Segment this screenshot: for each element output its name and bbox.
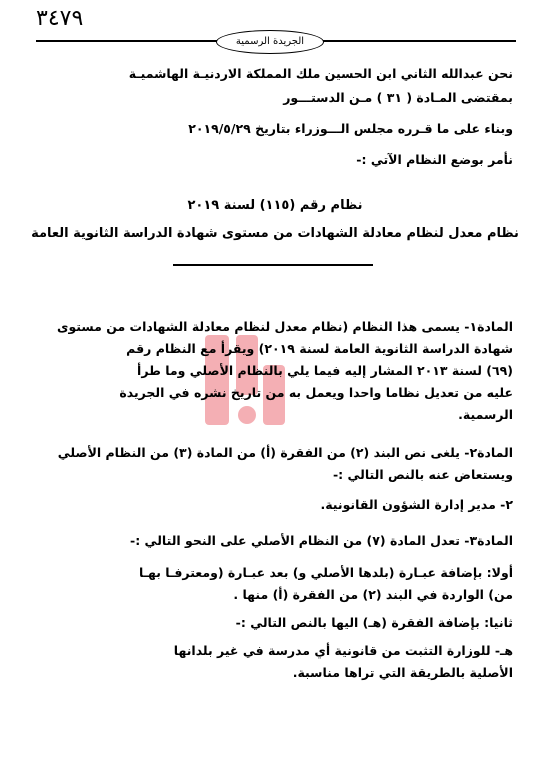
article-1-line: شهادة الدراسة الثانوية العامة لسنة ٢٠١٩) ويقرأ مع النظام رقم [126, 341, 513, 356]
preamble-line-4: نأمر بوضع النظام الآتي :- [356, 152, 513, 167]
article-2-line: ويستعاض عنه بالنص التالي :- [332, 467, 513, 482]
article-2-line: ٢- مدير إدارة الشؤون القانونية. [320, 497, 513, 512]
regulation-number: نظام رقم (١١٥) لسنة ٢٠١٩ [187, 198, 363, 213]
preamble-line-3: وبناء على ما قـرره مجلس الـــوزراء بتاريخ ٢٠١٩/٥/٢٩ [188, 121, 513, 136]
article-3 [33, 530, 513, 684]
article-3-line: هـ- للوزارة التثبت من قانونية أي مدرسة في غير بلدانها [173, 643, 513, 658]
article-1-line: (٦٩) لسنة ٢٠١٣ المشار إليه فيما يلي بالنظام الأصلي وما طرأ [137, 363, 513, 378]
article-3-line: ثانيا: بإضافة الفقرة (هـ) اليها بالنص التالي :- [235, 615, 513, 630]
gazette-seal: الجريدة الرسمية [216, 30, 324, 54]
preamble-line-2: بمقتضى المـادة ( ٣١ ) مـن الدستـــور [283, 90, 513, 105]
article-2-line: المادة٢- يلغى نص البند (٢) من الفقرة (أ) من المادة (٣) من النظام الأصلي [57, 445, 513, 460]
article-1 [33, 316, 513, 426]
article-1-line: عليه من تعديل نظاما واحدا ويعمل به من تاريخ نشره في الجريدة [119, 385, 513, 400]
article-3-line: أولا: بإضافة عبـارة (بلدها الأصلي و) بعد عبـارة (ومعترفـا بهـا [139, 565, 513, 580]
regulation-title: نظام معدل لنظام معادلة الشهادات من مستوى شهادة الدراسة الثانوية العامة [31, 226, 519, 241]
title-separator [173, 264, 373, 266]
article-3-line: من) الواردة في البند (٢) من الفقرة (أ) منها . [233, 587, 513, 602]
article-3-line: المادة٣- تعدل المادة (٧) من النظام الأصلي على النحو التالي :- [130, 533, 513, 548]
article-1-line: الرسمية. [458, 407, 513, 422]
page-number: ٣٤٧٩ [36, 6, 84, 31]
article-3-line: الأصلية بالطريقة التي تراها مناسبة. [292, 665, 513, 680]
article-1-line: المادة١- يسمى هذا النظام (نظام معدل لنظام معادلة الشهادات من مستوى [57, 319, 513, 334]
article-2 [33, 442, 513, 516]
preamble-line-1: نحن عبدالله الثاني ابن الحسين ملك المملكة الاردنيـة الهاشميـة [128, 66, 513, 81]
